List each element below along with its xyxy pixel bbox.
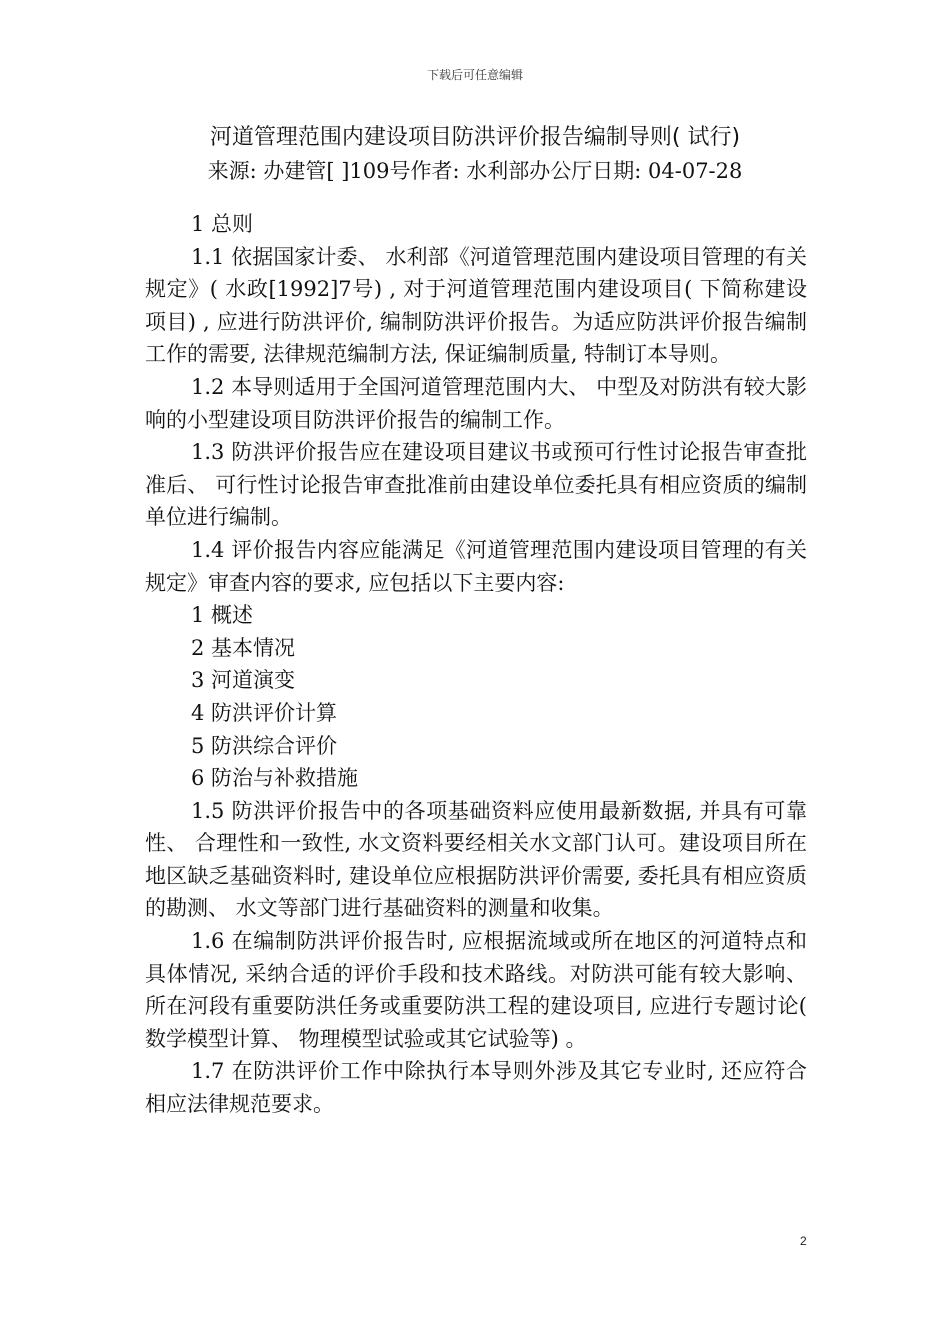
paragraph-1-6: 1.6 在编制防洪评价报告时, 应根据流域或所在地区的河道特点和具体情况, 采纳合适的评价手段和技术路线。对防洪可能有较大影响、 所在河段有重要防洪任务或重要防洪工程的建设项目, 应进行专题讨论( 数学模型计算、 物理模型试验或其它试验等) 。 [145,929,807,1051]
paragraph-1-7: 1.7 在防洪评价工作中除执行本导则外涉及其它专业时, 还应符合相应法律规范要求。 [145,1059,807,1117]
document-body [145,208,807,1121]
document-title: 河道管理范围内建设项目防洪评价报告编制导则( 试行) [209,125,741,150]
paragraph-1-3: 1.3 防洪评价报告应在建设项目建议书或预可行性讨论报告审查批准后、 可行性讨论报告审查批准前由建设单位委托具有相应资质的编制单位进行编制。 [145,440,807,530]
paragraph-1-1: 1.1 依据国家计委、 水利部《河道管理范围内建设项目管理的有关规定》( 水政[1992]7号) , 对于河道管理范围内建设项目( 下简称建设项目) , 应进行防洪评价, 编制防洪评价报告。为适应防洪评价报告编制工作的需要, 法律规范编制方法, 保证编制质量, 特制订本导则。 [145,244,807,367]
paragraph-1-5: 1.5 防洪评价报告中的各项基础资料应使用最新数据, 并具有可靠性、 合理性和一致性, 水文资料要经相关水文部门认可。建设项目所在地区缺乏基础资料时, 建设单位应根据防洪评价需要, 委托具有相应资质的勘测、 水文等部门进行基础资料的测量和收集。 [145,798,807,921]
page-number: 2 [800,1234,807,1248]
paragraph-1-4: 1.4 评价报告内容应能满足《河道管理范围内建设项目管理的有关规定》审查内容的要求, 应包括以下主要内容: [145,537,807,595]
page-header-note: 下载后可任意编辑 [426,68,523,82]
content-list-item: 4 防洪评价计算 [191,700,338,725]
content-list-item: 3 河道演变 [191,668,296,693]
content-list-item: 6 防治与补救措施 [191,766,359,791]
document-meta: 来源: 办建管[ ]109号作者: 水利部办公厅日期: 04-07-28 [207,159,743,183]
paragraph-1-2: 1.2 本导则适用于全国河道管理范围内大、 中型及对防洪有较大影响的小型建设项目防洪评价报告的编制工作。 [145,374,807,432]
content-list-item: 5 防洪综合评价 [191,733,338,758]
content-list-item: 2 基本情况 [191,635,296,660]
section-heading: 1 总则 [191,212,254,236]
content-list-item: 1 概述 [191,603,254,628]
